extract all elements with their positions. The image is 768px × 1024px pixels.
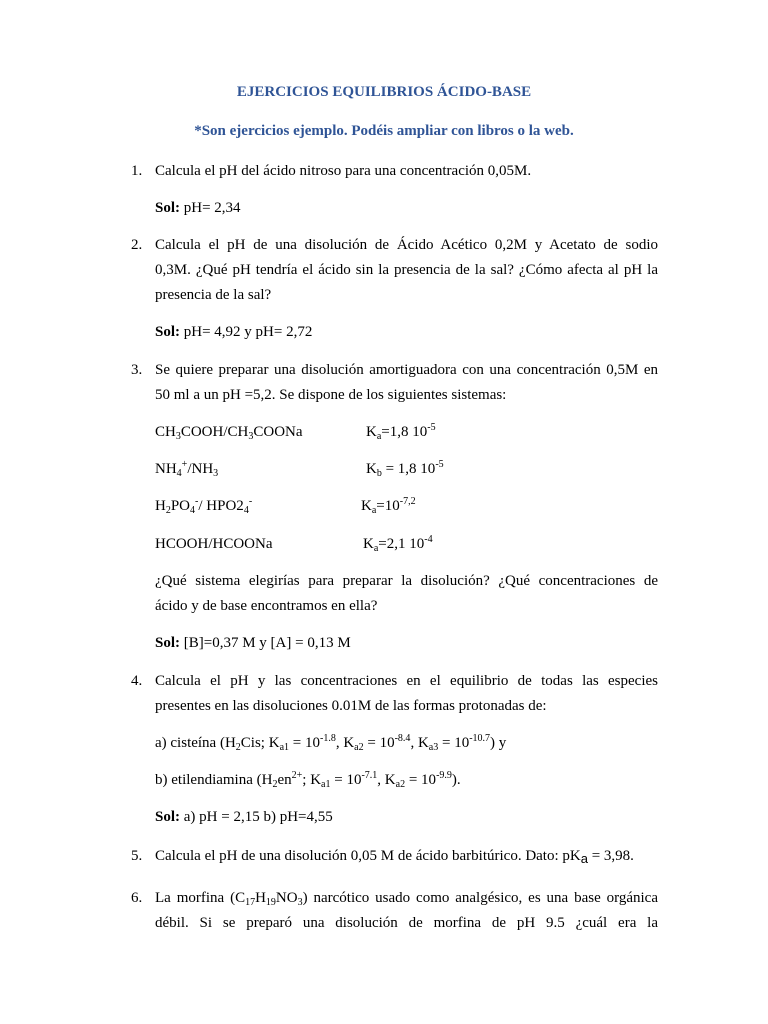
exercise-1-number: 1. [131, 163, 143, 179]
exercise-2-line-1: Calcula el pH de una disolución de Ácido Acético 0,2M y Acetato de sodio [155, 237, 658, 253]
exercise-3-solution [155, 635, 351, 652]
exercise-6-line-1: La morfina $(C_{17}H_{19}NO_3)$ narcótico usado como analgésico, es una base orgánica [155, 890, 658, 908]
solution-value: pH= 4,92 y pH= 2,72 [180, 324, 313, 340]
exercise-2-line-3: presencia de la sal? [155, 287, 272, 303]
solution-label: Sol: [155, 200, 181, 216]
solution-value: pH= 2,34 [180, 200, 241, 216]
exercise-5-text: Calcula el pH de una disolución 0,05 M de ácido barbitúrico. Dato: pKa = 3,98. [155, 848, 634, 866]
buffer-constant-4: $K_a=2,1$ $10^{-4}$ [363, 534, 433, 554]
buffer-system-1: $CH_3COOH/CH_3COONa$ [155, 424, 303, 442]
buffer-system-4: HCOOH/HCOONa [155, 536, 273, 552]
solution-label: Sol: [155, 324, 181, 340]
exercise-3-line-1: Se quiere preparar una disolución amortiguadora con una concentración 0,5M en [155, 362, 658, 378]
document-title: EJERCICIOS EQUILIBRIOS ÁCIDO-BASE [236, 84, 532, 100]
solution-value: [B]=0,37 M y [A] = 0,13 M [180, 635, 351, 651]
exercise-2-number: 2. [131, 237, 143, 253]
exercise-4-part-b: b) etilendiamina ($H_2en^{2+}$; $K_{a1} = 10^{-7.1}$, $K_{a2} = 10^{-9.9}$). [155, 770, 461, 790]
buffer-constant-1: $K_a=1,8$ $10^{-5}$ [366, 422, 436, 442]
exercise-1-solution [155, 200, 241, 217]
buffer-system-2: $NH_4^+/NH_3$ [155, 459, 219, 479]
exercise-2-solution [155, 324, 312, 341]
exercise-3-question-line-2: ácido y de base encontramos en ella? [155, 598, 378, 614]
buffer-constant-3: $K_a=10^{-7,2}$ [361, 496, 416, 516]
document-subtitle: *Son ejercicios ejemplo. Podéis ampliar con libros o la web. [194, 123, 574, 139]
buffer-constant-2: $K_b = 1,8$ $10^{-5}$ [366, 459, 444, 479]
solution-label: Sol: [155, 809, 181, 825]
exercise-4-part-a: a) cisteína ($H_2Cis$; $K_{a1} = 10^{-1.8}$, $K_{a2} = 10^{-8.4}$, $K_{a3} = 10^{-10.7}$) y [155, 733, 507, 753]
exercise-2-line-2: 0,3M. ¿Qué pH tendría el ácido sin la presencia de la sal? ¿Cómo afecta al pH la [155, 262, 658, 278]
solution-value: a) pH = 2,15 b) pH=4,55 [180, 809, 333, 825]
exercise-6-number: 6. [131, 890, 143, 906]
exercise-4-number: 4. [131, 673, 143, 689]
solution-label: Sol: [155, 635, 181, 651]
exercise-4-line-2: presentes en las disoluciones 0.01M de las formas protonadas de: [155, 698, 547, 714]
exercise-3-number: 3. [131, 362, 143, 378]
exercise-4-solution [155, 809, 333, 826]
exercise-4-line-1: Calcula el pH y las concentraciones en el equilibrio de todas las especies [155, 673, 658, 689]
exercise-3-line-2: 50 ml a un pH =5,2. Se dispone de los siguientes sistemas: [155, 387, 507, 403]
buffer-system-3: $H_2PO_4^-/$ $HPO2_4^-$ [155, 496, 253, 516]
exercise-5-number: 5. [131, 848, 143, 864]
exercise-3-question-line-1: ¿Qué sistema elegirías para preparar la disolución? ¿Qué concentraciones de [155, 573, 658, 589]
exercise-6-line-2: débil. Si se preparó una disolución de morfina de pH 9.5 ¿cuál era la [155, 915, 658, 931]
exercise-1-text: Calcula el pH del ácido nitroso para una concentración 0,05M. [155, 163, 532, 179]
